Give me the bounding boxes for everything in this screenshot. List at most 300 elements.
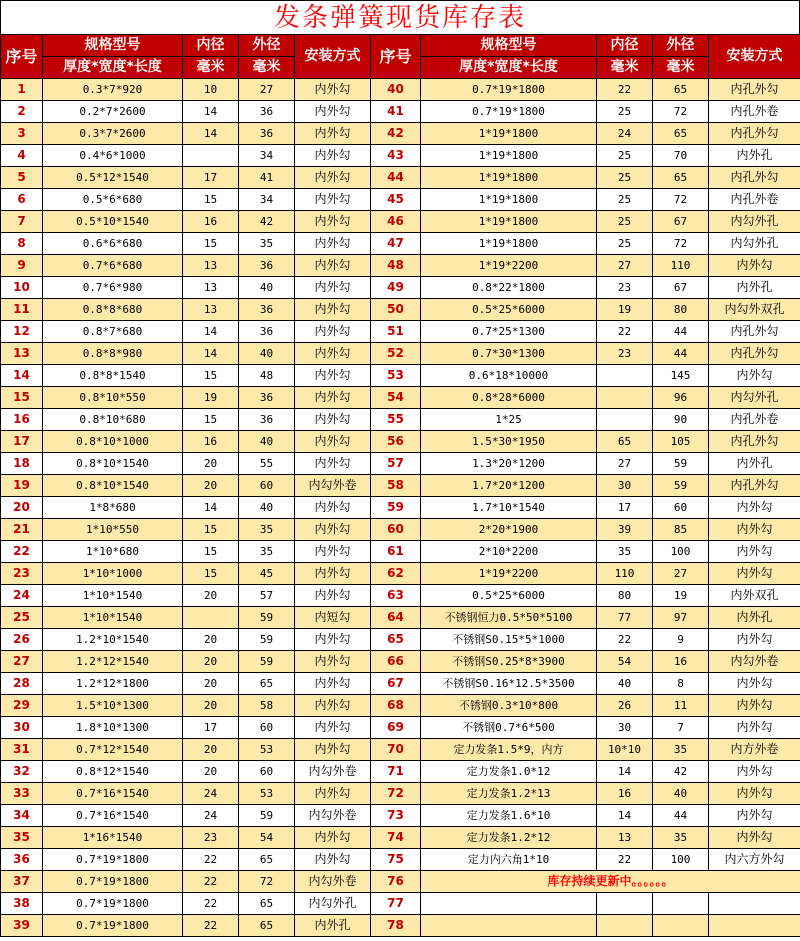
left-inner-diameter-cell xyxy=(183,607,239,629)
right-spec-cell xyxy=(421,893,597,915)
right-outer-diameter-cell: 72 xyxy=(653,189,709,211)
left-outer-diameter-cell: 36 xyxy=(239,101,295,123)
left-seq-cell: 12 xyxy=(1,321,43,343)
right-spec-cell: 1*19*2200 xyxy=(421,563,597,585)
left-spec-cell: 0.7*16*1540 xyxy=(43,805,183,827)
table-row xyxy=(1,805,800,827)
left-mount-cell: 内外勾 xyxy=(295,365,371,387)
table-row xyxy=(1,607,800,629)
left-outer-diameter-cell: 60 xyxy=(239,475,295,497)
left-outer-diameter-cell: 36 xyxy=(239,387,295,409)
left-outer-diameter-cell: 59 xyxy=(239,651,295,673)
left-inner-diameter-cell: 14 xyxy=(183,321,239,343)
left-inner-diameter-cell: 13 xyxy=(183,277,239,299)
right-mount-cell: 内勾外孔 xyxy=(709,211,800,233)
left-spec-cell: 0.7*6*980 xyxy=(43,277,183,299)
left-inner-diameter-cell: 14 xyxy=(183,123,239,145)
right-seq-cell: 45 xyxy=(371,189,421,211)
left-mount-cell: 内外勾 xyxy=(295,431,371,453)
left-mount-cell: 内外勾 xyxy=(295,717,371,739)
left-inner-diameter-cell: 20 xyxy=(183,695,239,717)
left-inner-diameter-cell: 17 xyxy=(183,167,239,189)
right-outer-diameter-cell: 80 xyxy=(653,299,709,321)
table-row xyxy=(1,915,800,937)
left-spec-cell: 1.5*10*1300 xyxy=(43,695,183,717)
table-row xyxy=(1,871,800,893)
right-seq-cell: 73 xyxy=(371,805,421,827)
left-seq-cell: 24 xyxy=(1,585,43,607)
right-outer-diameter-cell: 100 xyxy=(653,849,709,871)
right-inner-diameter-cell: 24 xyxy=(597,123,653,145)
left-outer-diameter-cell: 65 xyxy=(239,893,295,915)
right-mount-cell: 内孔外勾 xyxy=(709,123,800,145)
header-inner-bottom-right: 毫米 xyxy=(597,57,653,79)
right-outer-diameter-cell: 105 xyxy=(653,431,709,453)
left-seq-cell: 32 xyxy=(1,761,43,783)
left-spec-cell: 1*10*1540 xyxy=(43,607,183,629)
left-outer-diameter-cell: 60 xyxy=(239,717,295,739)
right-seq-cell: 76 xyxy=(371,871,421,893)
left-outer-diameter-cell: 59 xyxy=(239,805,295,827)
right-inner-diameter-cell: 25 xyxy=(597,145,653,167)
left-spec-cell: 0.8*8*1540 xyxy=(43,365,183,387)
header-outer-top-right: 外径 xyxy=(653,35,709,57)
right-mount-cell: 内外勾 xyxy=(709,695,800,717)
right-mount-cell: 内外勾 xyxy=(709,541,800,563)
right-mount-cell: 内外勾 xyxy=(709,783,800,805)
right-spec-cell: 1.7*10*1540 xyxy=(421,497,597,519)
right-seq-cell: 53 xyxy=(371,365,421,387)
left-inner-diameter-cell: 23 xyxy=(183,827,239,849)
left-mount-cell: 内外勾 xyxy=(295,233,371,255)
right-mount-cell: 内孔外卷 xyxy=(709,189,800,211)
right-inner-diameter-cell: 22 xyxy=(597,849,653,871)
header-spec-top-left: 规格型号 xyxy=(43,35,183,57)
right-spec-cell: 1*19*1800 xyxy=(421,189,597,211)
left-mount-cell: 内外勾 xyxy=(295,211,371,233)
table-row xyxy=(1,673,800,695)
table-row xyxy=(1,409,800,431)
right-spec-cell: 定力发条1.2*12 xyxy=(421,827,597,849)
left-seq-cell: 33 xyxy=(1,783,43,805)
right-outer-diameter-cell: 19 xyxy=(653,585,709,607)
right-outer-diameter-cell: 35 xyxy=(653,739,709,761)
left-spec-cell: 0.8*8*680 xyxy=(43,299,183,321)
right-outer-diameter-cell: 90 xyxy=(653,409,709,431)
right-inner-diameter-cell: 25 xyxy=(597,101,653,123)
left-spec-cell: 0.8*12*1540 xyxy=(43,761,183,783)
left-inner-diameter-cell: 14 xyxy=(183,497,239,519)
right-seq-cell: 75 xyxy=(371,849,421,871)
right-mount-cell: 内外孔 xyxy=(709,607,800,629)
left-seq-cell: 20 xyxy=(1,497,43,519)
right-mount-cell: 内勾外孔 xyxy=(709,387,800,409)
right-mount-cell: 内外勾 xyxy=(709,717,800,739)
right-seq-cell: 67 xyxy=(371,673,421,695)
left-outer-diameter-cell: 36 xyxy=(239,321,295,343)
right-mount-cell: 内外勾 xyxy=(709,673,800,695)
left-seq-cell: 17 xyxy=(1,431,43,453)
table-row xyxy=(1,783,800,805)
left-spec-cell: 0.5*10*1540 xyxy=(43,211,183,233)
left-spec-cell: 0.8*7*680 xyxy=(43,321,183,343)
right-spec-cell: 1*19*1800 xyxy=(421,167,597,189)
left-inner-diameter-cell: 14 xyxy=(183,101,239,123)
left-mount-cell: 内外勾 xyxy=(295,299,371,321)
left-mount-cell: 内外勾 xyxy=(295,123,371,145)
right-spec-cell: 1*19*2200 xyxy=(421,255,597,277)
left-mount-cell: 内外勾 xyxy=(295,189,371,211)
right-seq-cell: 59 xyxy=(371,497,421,519)
left-inner-diameter-cell: 20 xyxy=(183,761,239,783)
left-mount-cell: 内外勾 xyxy=(295,167,371,189)
right-mount-cell: 内方外卷 xyxy=(709,739,800,761)
header-mount-left: 安装方式 xyxy=(295,35,371,79)
left-spec-cell: 0.7*19*1800 xyxy=(43,849,183,871)
left-seq-cell: 36 xyxy=(1,849,43,871)
left-seq-cell: 31 xyxy=(1,739,43,761)
table-row xyxy=(1,233,800,255)
right-inner-diameter-cell xyxy=(597,409,653,431)
right-mount-cell xyxy=(709,893,800,915)
left-seq-cell: 8 xyxy=(1,233,43,255)
table-row xyxy=(1,695,800,717)
left-outer-diameter-cell: 55 xyxy=(239,453,295,475)
left-inner-diameter-cell: 14 xyxy=(183,343,239,365)
left-seq-cell: 30 xyxy=(1,717,43,739)
right-inner-diameter-cell: 39 xyxy=(597,519,653,541)
left-outer-diameter-cell: 65 xyxy=(239,849,295,871)
table-header xyxy=(1,35,800,79)
left-seq-cell: 6 xyxy=(1,189,43,211)
right-outer-diameter-cell: 65 xyxy=(653,167,709,189)
left-spec-cell: 0.3*7*920 xyxy=(43,79,183,101)
left-seq-cell: 18 xyxy=(1,453,43,475)
left-spec-cell: 0.7*12*1540 xyxy=(43,739,183,761)
left-mount-cell: 内外勾 xyxy=(295,519,371,541)
right-seq-cell: 40 xyxy=(371,79,421,101)
left-seq-cell: 21 xyxy=(1,519,43,541)
left-inner-diameter-cell: 15 xyxy=(183,563,239,585)
header-inner-bottom-left: 毫米 xyxy=(183,57,239,79)
left-inner-diameter-cell: 19 xyxy=(183,387,239,409)
right-inner-diameter-cell: 10*10 xyxy=(597,739,653,761)
right-outer-diameter-cell: 72 xyxy=(653,233,709,255)
right-spec-cell: 1*19*1800 xyxy=(421,145,597,167)
right-inner-diameter-cell: 25 xyxy=(597,211,653,233)
right-inner-diameter-cell: 14 xyxy=(597,761,653,783)
header-spec-bottom-right: 厚度*宽度*长度 xyxy=(421,57,597,79)
sheet-title: 发条弹簧现货库存表 xyxy=(0,0,800,34)
left-outer-diameter-cell: 36 xyxy=(239,409,295,431)
right-spec-cell: 0.8*22*1800 xyxy=(421,277,597,299)
right-seq-cell: 72 xyxy=(371,783,421,805)
left-inner-diameter-cell: 20 xyxy=(183,475,239,497)
left-outer-diameter-cell: 72 xyxy=(239,871,295,893)
right-inner-diameter-cell: 35 xyxy=(597,541,653,563)
right-inner-diameter-cell: 80 xyxy=(597,585,653,607)
left-seq-cell: 5 xyxy=(1,167,43,189)
left-spec-cell: 0.7*6*680 xyxy=(43,255,183,277)
left-outer-diameter-cell: 45 xyxy=(239,563,295,585)
left-inner-diameter-cell xyxy=(183,145,239,167)
right-seq-cell: 41 xyxy=(371,101,421,123)
table-row xyxy=(1,849,800,871)
right-spec-cell: 不锈钢0.3*10*800 xyxy=(421,695,597,717)
right-outer-diameter-cell: 97 xyxy=(653,607,709,629)
left-outer-diameter-cell: 65 xyxy=(239,673,295,695)
left-inner-diameter-cell: 24 xyxy=(183,805,239,827)
left-inner-diameter-cell: 20 xyxy=(183,453,239,475)
left-spec-cell: 0.7*19*1800 xyxy=(43,893,183,915)
right-seq-cell: 49 xyxy=(371,277,421,299)
right-spec-cell: 0.5*25*6000 xyxy=(421,299,597,321)
left-outer-diameter-cell: 60 xyxy=(239,761,295,783)
left-inner-diameter-cell: 16 xyxy=(183,211,239,233)
right-inner-diameter-cell: 54 xyxy=(597,651,653,673)
table-row xyxy=(1,189,800,211)
left-spec-cell: 0.8*8*980 xyxy=(43,343,183,365)
right-seq-cell: 65 xyxy=(371,629,421,651)
right-seq-cell: 68 xyxy=(371,695,421,717)
left-outer-diameter-cell: 54 xyxy=(239,827,295,849)
table-row xyxy=(1,519,800,541)
right-seq-cell: 58 xyxy=(371,475,421,497)
left-outer-diameter-cell: 27 xyxy=(239,79,295,101)
table-body xyxy=(1,79,800,937)
header-outer-bottom-right: 毫米 xyxy=(653,57,709,79)
left-outer-diameter-cell: 40 xyxy=(239,431,295,453)
left-mount-cell: 内勾外卷 xyxy=(295,475,371,497)
right-mount-cell: 内孔外卷 xyxy=(709,409,800,431)
inventory-update-note: 库存持续更新中。。。。。。 xyxy=(421,871,800,893)
right-seq-cell: 47 xyxy=(371,233,421,255)
left-seq-cell: 11 xyxy=(1,299,43,321)
right-outer-diameter-cell: 65 xyxy=(653,123,709,145)
left-spec-cell: 0.5*6*680 xyxy=(43,189,183,211)
left-inner-diameter-cell: 17 xyxy=(183,717,239,739)
left-mount-cell: 内外勾 xyxy=(295,827,371,849)
left-mount-cell: 内外勾 xyxy=(295,453,371,475)
left-inner-diameter-cell: 13 xyxy=(183,255,239,277)
header-inner-top-right: 内径 xyxy=(597,35,653,57)
right-outer-diameter-cell: 9 xyxy=(653,629,709,651)
right-inner-diameter-cell: 22 xyxy=(597,629,653,651)
left-spec-cell: 0.8*10*1540 xyxy=(43,475,183,497)
right-spec-cell: 0.5*25*6000 xyxy=(421,585,597,607)
left-mount-cell: 内外勾 xyxy=(295,673,371,695)
left-seq-cell: 10 xyxy=(1,277,43,299)
right-inner-diameter-cell: 23 xyxy=(597,343,653,365)
right-spec-cell: 2*10*2200 xyxy=(421,541,597,563)
right-seq-cell: 63 xyxy=(371,585,421,607)
left-outer-diameter-cell: 53 xyxy=(239,783,295,805)
right-outer-diameter-cell: 11 xyxy=(653,695,709,717)
right-mount-cell: 内孔外勾 xyxy=(709,321,800,343)
left-outer-diameter-cell: 35 xyxy=(239,233,295,255)
left-seq-cell: 15 xyxy=(1,387,43,409)
right-seq-cell: 46 xyxy=(371,211,421,233)
left-seq-cell: 9 xyxy=(1,255,43,277)
right-inner-diameter-cell: 13 xyxy=(597,827,653,849)
right-mount-cell: 内孔外勾 xyxy=(709,431,800,453)
left-spec-cell: 1*16*1540 xyxy=(43,827,183,849)
left-spec-cell: 1.8*10*1300 xyxy=(43,717,183,739)
right-seq-cell: 70 xyxy=(371,739,421,761)
left-outer-diameter-cell: 40 xyxy=(239,343,295,365)
left-seq-cell: 25 xyxy=(1,607,43,629)
left-inner-diameter-cell: 22 xyxy=(183,915,239,937)
right-inner-diameter-cell: 25 xyxy=(597,233,653,255)
left-spec-cell: 0.4*6*1000 xyxy=(43,145,183,167)
left-outer-diameter-cell: 36 xyxy=(239,299,295,321)
left-spec-cell: 0.7*19*1800 xyxy=(43,871,183,893)
right-spec-cell: 1.7*20*1200 xyxy=(421,475,597,497)
right-spec-cell: 1*19*1800 xyxy=(421,211,597,233)
right-mount-cell: 内外勾 xyxy=(709,563,800,585)
left-outer-diameter-cell: 34 xyxy=(239,145,295,167)
left-inner-diameter-cell: 22 xyxy=(183,849,239,871)
table-row xyxy=(1,563,800,585)
table-row xyxy=(1,739,800,761)
right-spec-cell: 2*20*1900 xyxy=(421,519,597,541)
left-spec-cell: 0.7*19*1800 xyxy=(43,915,183,937)
right-outer-diameter-cell xyxy=(653,893,709,915)
left-seq-cell: 23 xyxy=(1,563,43,585)
right-seq-cell: 54 xyxy=(371,387,421,409)
right-seq-cell: 50 xyxy=(371,299,421,321)
right-outer-diameter-cell: 67 xyxy=(653,277,709,299)
right-seq-cell: 74 xyxy=(371,827,421,849)
left-outer-diameter-cell: 48 xyxy=(239,365,295,387)
right-outer-diameter-cell: 59 xyxy=(653,453,709,475)
right-spec-cell: 不锈钢恒力0.5*50*5100 xyxy=(421,607,597,629)
left-mount-cell: 内勾外孔 xyxy=(295,893,371,915)
right-mount-cell: 内外勾 xyxy=(709,827,800,849)
right-seq-cell: 78 xyxy=(371,915,421,937)
right-mount-cell: 内孔外勾 xyxy=(709,343,800,365)
right-inner-diameter-cell: 40 xyxy=(597,673,653,695)
header-seq-left: 序号 xyxy=(1,35,43,79)
left-mount-cell: 内外勾 xyxy=(295,101,371,123)
right-outer-diameter-cell: 40 xyxy=(653,783,709,805)
right-outer-diameter-cell: 65 xyxy=(653,79,709,101)
table-row xyxy=(1,211,800,233)
right-spec-cell: 定力发条1.0*12 xyxy=(421,761,597,783)
left-seq-cell: 7 xyxy=(1,211,43,233)
left-seq-cell: 22 xyxy=(1,541,43,563)
right-seq-cell: 52 xyxy=(371,343,421,365)
left-spec-cell: 1*10*550 xyxy=(43,519,183,541)
left-outer-diameter-cell: 58 xyxy=(239,695,295,717)
right-inner-diameter-cell: 25 xyxy=(597,167,653,189)
left-spec-cell: 0.2*7*2600 xyxy=(43,101,183,123)
left-mount-cell: 内外勾 xyxy=(295,739,371,761)
right-inner-diameter-cell: 65 xyxy=(597,431,653,453)
left-inner-diameter-cell: 16 xyxy=(183,431,239,453)
table-row xyxy=(1,893,800,915)
right-outer-diameter-cell: 42 xyxy=(653,761,709,783)
left-inner-diameter-cell: 15 xyxy=(183,189,239,211)
left-mount-cell: 内外勾 xyxy=(295,541,371,563)
right-seq-cell: 69 xyxy=(371,717,421,739)
right-mount-cell: 内外双孔 xyxy=(709,585,800,607)
right-outer-diameter-cell: 27 xyxy=(653,563,709,585)
left-spec-cell: 1.2*12*1800 xyxy=(43,673,183,695)
right-inner-diameter-cell: 23 xyxy=(597,277,653,299)
header-mount-right: 安装方式 xyxy=(709,35,800,79)
table-row xyxy=(1,101,800,123)
table-row xyxy=(1,321,800,343)
left-outer-diameter-cell: 34 xyxy=(239,189,295,211)
left-outer-diameter-cell: 36 xyxy=(239,255,295,277)
header-spec-bottom-left: 厚度*宽度*长度 xyxy=(43,57,183,79)
right-spec-cell: 定力发条1.6*10 xyxy=(421,805,597,827)
right-outer-diameter-cell: 60 xyxy=(653,497,709,519)
left-outer-diameter-cell: 35 xyxy=(239,519,295,541)
right-spec-cell: 1*25 xyxy=(421,409,597,431)
right-inner-diameter-cell xyxy=(597,893,653,915)
table-row xyxy=(1,365,800,387)
table-row xyxy=(1,387,800,409)
right-inner-diameter-cell: 27 xyxy=(597,255,653,277)
left-inner-diameter-cell: 20 xyxy=(183,673,239,695)
left-mount-cell: 内外勾 xyxy=(295,563,371,585)
right-mount-cell: 内孔外卷 xyxy=(709,101,800,123)
right-seq-cell: 48 xyxy=(371,255,421,277)
right-mount-cell: 内外孔 xyxy=(709,277,800,299)
right-mount-cell: 内外勾 xyxy=(709,629,800,651)
right-inner-diameter-cell: 22 xyxy=(597,321,653,343)
left-spec-cell: 1*10*1540 xyxy=(43,585,183,607)
left-seq-cell: 16 xyxy=(1,409,43,431)
right-seq-cell: 60 xyxy=(371,519,421,541)
right-mount-cell: 内外勾 xyxy=(709,497,800,519)
right-mount-cell: 内外勾 xyxy=(709,805,800,827)
table-row xyxy=(1,123,800,145)
table-row xyxy=(1,255,800,277)
right-inner-diameter-cell: 25 xyxy=(597,189,653,211)
left-mount-cell: 内外勾 xyxy=(295,255,371,277)
left-mount-cell: 内外勾 xyxy=(295,629,371,651)
right-spec-cell: 不锈钢S0.15*5*1000 xyxy=(421,629,597,651)
left-inner-diameter-cell: 20 xyxy=(183,629,239,651)
header-outer-bottom-left: 毫米 xyxy=(239,57,295,79)
left-outer-diameter-cell: 42 xyxy=(239,211,295,233)
table-row xyxy=(1,453,800,475)
right-spec-cell: 0.7*25*1300 xyxy=(421,321,597,343)
right-inner-diameter-cell: 19 xyxy=(597,299,653,321)
left-outer-diameter-cell: 40 xyxy=(239,277,295,299)
left-outer-diameter-cell: 59 xyxy=(239,629,295,651)
left-spec-cell: 0.8*10*550 xyxy=(43,387,183,409)
left-mount-cell: 内外勾 xyxy=(295,585,371,607)
left-spec-cell: 0.5*12*1540 xyxy=(43,167,183,189)
table-row xyxy=(1,167,800,189)
right-seq-cell: 44 xyxy=(371,167,421,189)
left-spec-cell: 0.8*10*1540 xyxy=(43,453,183,475)
right-spec-cell: 1.3*20*1200 xyxy=(421,453,597,475)
right-seq-cell: 42 xyxy=(371,123,421,145)
left-outer-diameter-cell: 59 xyxy=(239,607,295,629)
left-outer-diameter-cell: 40 xyxy=(239,497,295,519)
right-mount-cell: 内外孔 xyxy=(709,453,800,475)
right-mount-cell: 内外孔 xyxy=(709,145,800,167)
left-inner-diameter-cell: 13 xyxy=(183,299,239,321)
table-row xyxy=(1,277,800,299)
right-inner-diameter-cell xyxy=(597,915,653,937)
right-mount-cell: 内外勾 xyxy=(709,519,800,541)
